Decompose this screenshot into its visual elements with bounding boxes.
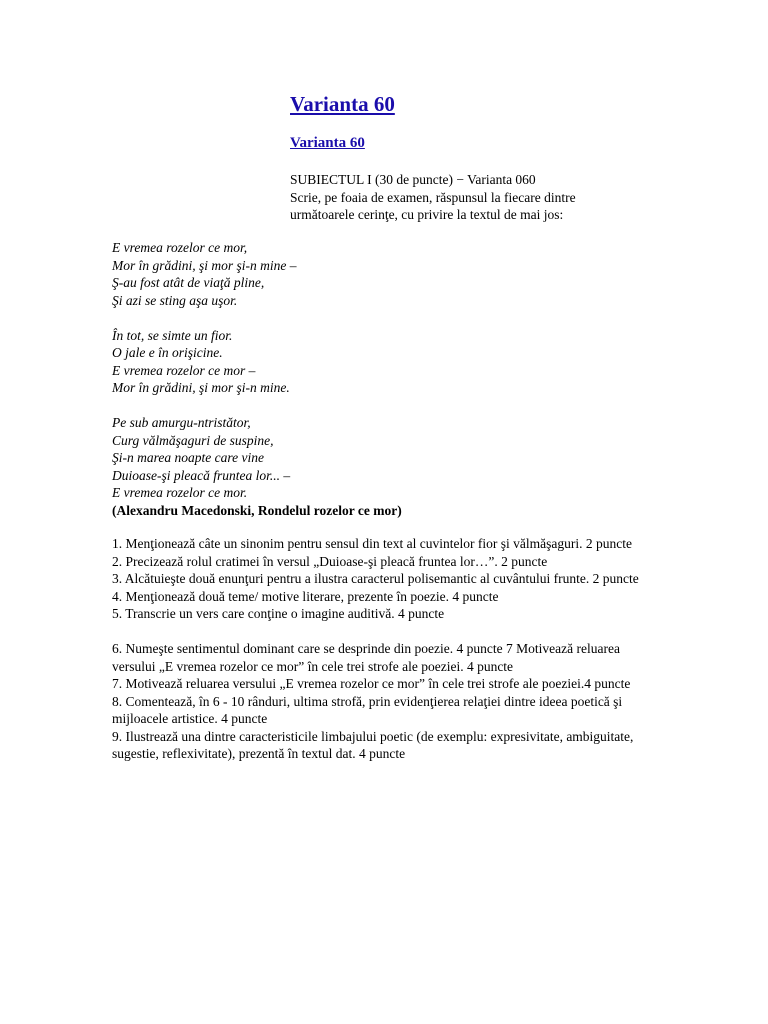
question-item: 8. Comentează, în 6 - 10 rânduri, ultima strofă, prin evidenţierea relaţiei dintre ideea poetică şi mijloacele artistice. 4 puncte bbox=[112, 693, 623, 726]
poem-verse: E vremea rozelor ce mor – bbox=[112, 362, 256, 378]
question-item: 9. Ilustrează una dintre caracteristicile limbajului poetic (de exemplu: expresivitate, ambiguitate, sugestie, reflexivitate), prezentă în textul dat. 4 puncte bbox=[112, 728, 634, 761]
poem-stanza bbox=[112, 414, 512, 519]
page-subtitle[interactable]: Varianta 60 bbox=[290, 135, 365, 151]
question-group bbox=[112, 535, 660, 623]
poem-verse: Ş-au fost atât de viaţă pline, bbox=[112, 275, 265, 290]
intro-instruction-line: următoarele cerinţe, cu privire la textul de mai jos: bbox=[290, 207, 564, 222]
exam-intro bbox=[290, 171, 620, 224]
question-item: 4. Menţionează două teme/ motive literare, prezente în poezie. 4 puncte bbox=[112, 588, 499, 604]
question-list bbox=[112, 535, 660, 763]
poem-verse: Pe sub amurgu-ntristător, bbox=[112, 415, 251, 430]
poem-verse: Mor în grădini, şi mor şi-n mine – bbox=[112, 257, 297, 273]
poem-verse: Curg vălmăşaguri de suspine, bbox=[112, 432, 274, 448]
poem-verse: Şi-n marea noapte care vine bbox=[112, 450, 264, 465]
question-item: 3. Alcătuieşte două enunţuri pentru a ilustra caracterul polisemantic al cuvântului frunte. 2 puncte bbox=[112, 571, 639, 586]
poem-verse: Mor în grădini, şi mor şi-n mine. bbox=[112, 380, 290, 395]
poem-stanza bbox=[112, 327, 512, 397]
question-item: 7. Motivează reluarea versului „E vremea rozelor ce mor” în cele trei strofe ale poeziei.4 puncte bbox=[112, 676, 631, 691]
poem-verse: E vremea rozelor ce mor. bbox=[112, 485, 248, 500]
poem-verse: Duioase-şi pleacă fruntea lor... – bbox=[112, 467, 291, 483]
poem-verse: Şi azi se sting aşa uşor. bbox=[112, 292, 238, 308]
question-item: 2. Precizează rolul cratimei în versul „Duioase-şi pleacă fruntea lor…”. 2 puncte bbox=[112, 553, 548, 569]
poem bbox=[112, 239, 512, 519]
poem-verse: În tot, se simte un fior. bbox=[112, 327, 233, 343]
question-item: 1. Menţionează câte un sinonim pentru sensul din text al cuvintelor fior şi vălmăşaguri. 2 puncte bbox=[112, 536, 632, 551]
intro-heading: SUBIECTUL I (30 de puncte) − Varianta 060 bbox=[290, 172, 536, 187]
intro-instruction-line: Scrie, pe foaia de examen, răspunsul la fiecare dintre bbox=[290, 189, 576, 205]
question-item: 5. Transcrie un vers care conţine o imagine auditivă. 4 puncte bbox=[112, 606, 445, 621]
poem-verse: O jale e în orişicine. bbox=[112, 345, 223, 360]
poem-verse: E vremea rozelor ce mor, bbox=[112, 240, 248, 255]
poem-source: (Alexandru Macedonski, Rondelul rozelor ce mor) bbox=[112, 502, 402, 518]
poem-stanza bbox=[112, 239, 512, 309]
question-item: 6. Numeşte sentimentul dominant care se desprinde din poezie. 4 puncte 7 Motivează reluarea versului „E vremea rozelor ce mor” în cele trei strofe ale poeziei. 4 puncte bbox=[112, 641, 620, 674]
question-group bbox=[112, 640, 660, 763]
page-title[interactable]: Varianta 60 bbox=[290, 92, 395, 116]
